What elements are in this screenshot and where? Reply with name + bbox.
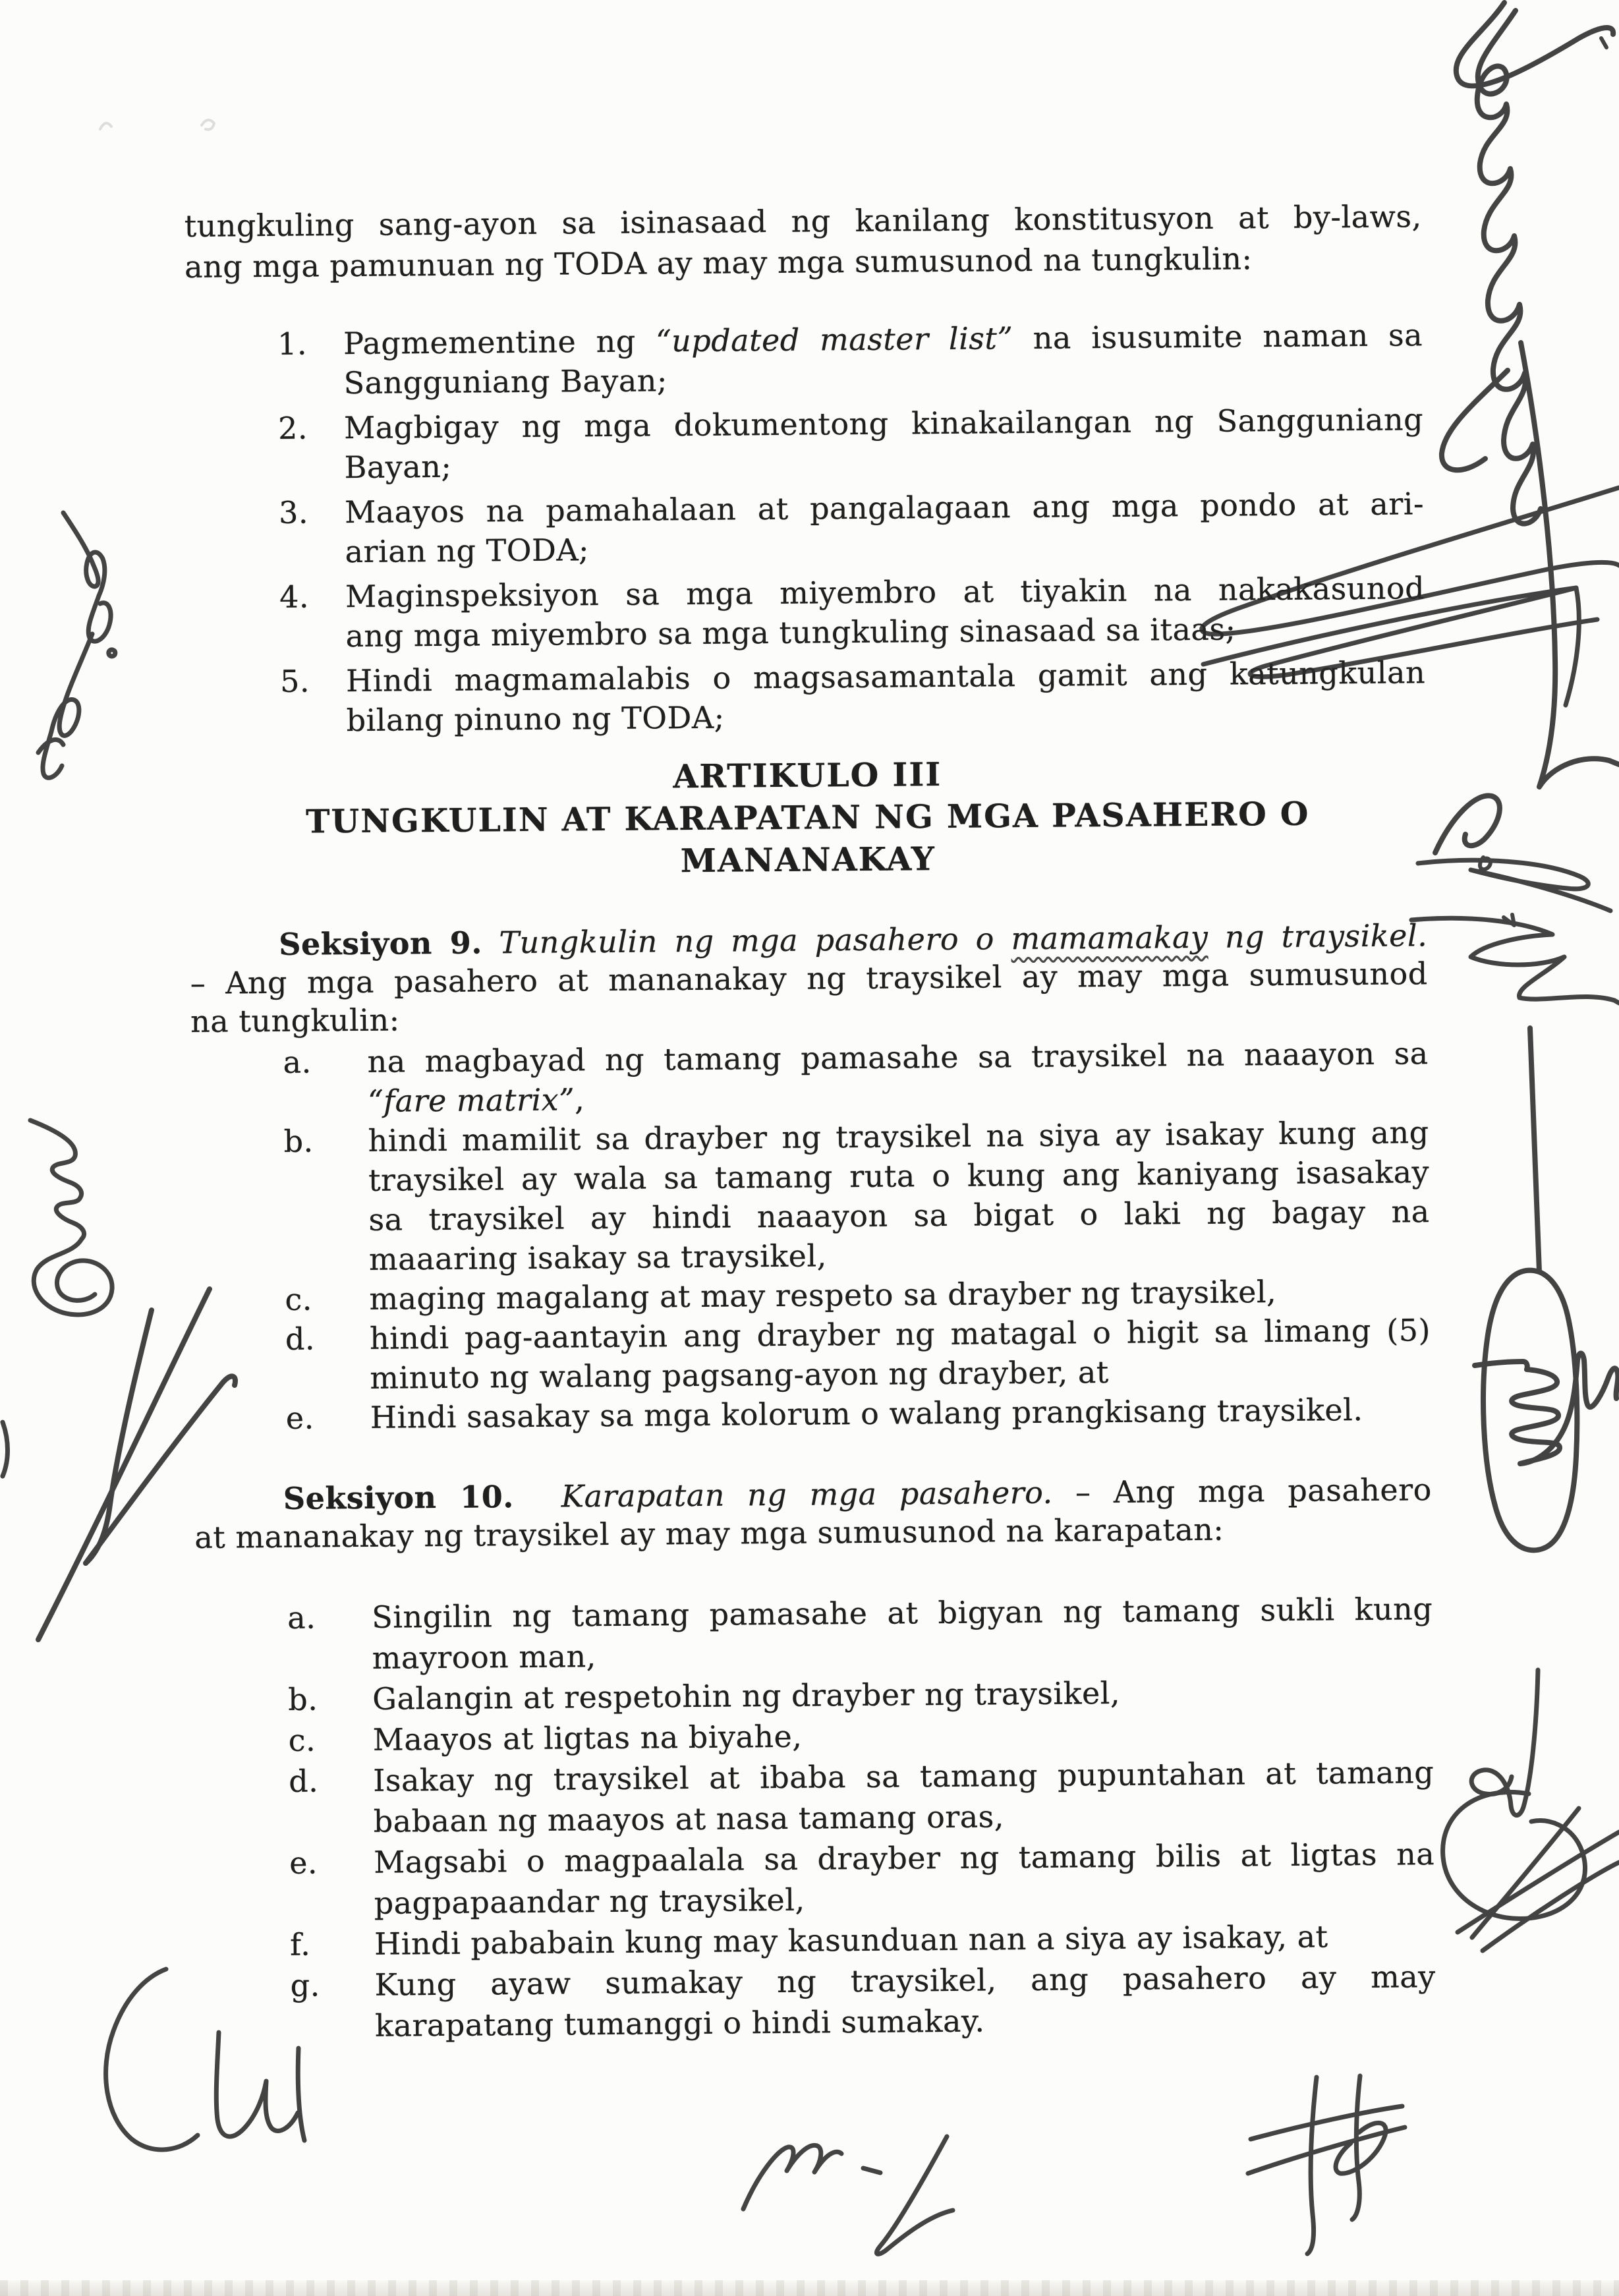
- list-line: minuto ng walang pagsang-ayon ng drayber, at: [370, 1354, 1109, 1396]
- list-marker: f.: [289, 1926, 311, 1963]
- star-scrawl-right-lower: [1443, 1670, 1619, 1951]
- list-item: [185, 315, 1423, 404]
- list-line: Hindi sasakay sa mga kolorum o walang prangkisang traysikel.: [370, 1391, 1363, 1435]
- list-line: Pagmementine ng “updated master list” na isusumite naman sa: [343, 317, 1423, 362]
- section-line: Seksiyon 9. Tungkulin ng mga pasahero o mamamakay ng traysikel.: [279, 917, 1428, 962]
- list-marker: e.: [285, 1400, 314, 1436]
- list-line: mayroon man,: [372, 1638, 596, 1676]
- list-line: Maayos at ligtas na biyahe,: [372, 1718, 803, 1758]
- list-line: na magbayad ng tamang pamasahe sa traysikel na naaayon sa: [367, 1035, 1429, 1079]
- list-marker: 4.: [279, 579, 310, 615]
- section-line: – Ang mga pasahero at mananakay ng traysikel ay may mga sumusunod: [190, 956, 1428, 1001]
- section-9-paragraph: [190, 916, 1428, 1041]
- list-marker: e.: [289, 1845, 318, 1881]
- list-line: Isakay ng traysikel at ibaba sa tamang pupuntahan at tamang: [373, 1754, 1434, 1798]
- list-line: arian ng TODA;: [345, 532, 590, 570]
- list-line: ang mga miyembro sa mga tungkuling sinasaad sa itaas;: [345, 611, 1236, 654]
- list-line: “fare matrix”,: [367, 1081, 585, 1119]
- list-item: [186, 399, 1424, 488]
- list-item: [191, 1112, 1430, 1280]
- list-item: [198, 1956, 1436, 2048]
- list-line: Hindi pababain kung may kasunduan nan a siya ay isakay, at: [374, 1918, 1328, 1962]
- underlined-word: mamamakay: [1011, 919, 1208, 957]
- list-marker: a.: [287, 1599, 316, 1636]
- list-marker: 2.: [277, 410, 308, 446]
- intro-paragraph: [184, 196, 1422, 287]
- paragraph-line: ang mga pamunuan ng TODA ay may mga sumusunod na tungkulin:: [184, 241, 1253, 285]
- list-marker: 1.: [277, 326, 308, 362]
- list-line: Singilin ng tamang pamasahe at bigyan ng tamang sukli kung: [372, 1591, 1433, 1635]
- section-label: Seksiyon 9.: [279, 925, 483, 962]
- heading-line: MANANAKAY: [680, 840, 936, 880]
- list-line: Maginspeksiyon sa mga miyembro at tiyakin na nakakasunod: [345, 570, 1425, 615]
- scribble-left-middle: [30, 1120, 112, 1315]
- paragraph-line: tungkuling sang-ayon sa isinasaad ng kanilang konstitusyon at by-laws,: [184, 198, 1422, 244]
- list-item: [193, 1310, 1431, 1399]
- list-item: [197, 1833, 1435, 1925]
- list-line: Magsabi o magpaalala sa drayber ng tamang bilis at ligtas na: [373, 1836, 1435, 1880]
- list-line: Hindi magmamalabis o magsasamantala gamit ang katungkulan: [345, 654, 1426, 699]
- list-item: [187, 568, 1425, 657]
- list-marker: c.: [285, 1281, 313, 1317]
- list-line: Galangin at respetohin ng drayber ng traysikel,: [372, 1675, 1121, 1717]
- list-item: [190, 1033, 1429, 1122]
- section-10-paragraph: [194, 1470, 1433, 1557]
- list-item: [188, 652, 1426, 741]
- list-item: [196, 1752, 1434, 1843]
- list-line: karapatang tumanggi o hindi sumakay.: [374, 2003, 985, 2044]
- list-line: Magbigay ng mga dokumentong kinakailangan ng Sangguniang: [343, 401, 1424, 446]
- scan-edge-artifact: [0, 2280, 1619, 2296]
- list-marker: a.: [283, 1044, 312, 1080]
- list-line: Sangguniang Bayan;: [343, 362, 668, 401]
- list-marker: 3.: [278, 494, 309, 531]
- list-line: maging magalang at may respeto sa drayber ng traysikel,: [369, 1274, 1277, 1317]
- article-heading: [188, 749, 1427, 886]
- document-text: [183, 0, 1438, 2296]
- list-marker: d.: [285, 1321, 316, 1357]
- section-line: Seksiyon 10. Karapatan ng mga pasahero. – Ang mga pasahero: [283, 1472, 1433, 1516]
- list-item: [186, 484, 1425, 573]
- list-marker: c.: [288, 1722, 316, 1758]
- coil-signature-right: [1475, 1028, 1618, 1550]
- numbered-list-toda-duties: [185, 315, 1426, 747]
- list-marker: b.: [288, 1681, 318, 1717]
- lettered-list-passenger-rights: [195, 1588, 1436, 2048]
- heading-line: TUNGKULIN AT KARAPATAN NG MGA PASAHERO O: [305, 794, 1310, 841]
- section-line: at mananakay ng traysikel ay may mga sumusunod na karapatan:: [194, 1511, 1224, 1555]
- list-line: pagpapaandar ng traysikel,: [374, 1881, 805, 1921]
- list-line: Kung ayaw sumakay ng traysikel, ang pasahero ay may: [374, 1959, 1436, 2003]
- list-item: [195, 1588, 1433, 1680]
- list-line: sa traysikel ay hindi naaayon sa bigat o laki ng bagay na: [368, 1193, 1430, 1238]
- list-line: hindi pag-aantayin ang drayber ng matagal o higit sa limang (5): [369, 1312, 1431, 1356]
- list-line: Maayos na pamahalaan at pangalagaan ang mga pondo at ari-: [344, 486, 1425, 531]
- signature-left-upper: [38, 513, 115, 778]
- lettered-list-passenger-duties: [190, 1033, 1431, 1439]
- zigzag-right-middle: [1411, 857, 1619, 1003]
- list-line: traysikel ay wala sa tamang ruta o kung ang kaniyang isasakay: [368, 1154, 1430, 1198]
- list-marker: g.: [290, 1967, 320, 2003]
- list-line: maaaring isakay sa traysikel,: [368, 1238, 827, 1277]
- list-line: Bayan;: [344, 448, 452, 486]
- list-line: hindi mamilit sa drayber ng traysikel na siya ay isakay kung ang: [368, 1114, 1429, 1159]
- list-marker: d.: [289, 1763, 319, 1799]
- heading-line: ARTIKULO III: [673, 755, 942, 796]
- typed-gap: [514, 1507, 561, 1508]
- section-label: Seksiyon 10.: [283, 1479, 514, 1516]
- list-marker: 5.: [279, 663, 310, 699]
- list-line: babaan ng maayos at nasa tamang oras,: [373, 1798, 1005, 1839]
- signature-top-right: [1435, 3, 1619, 853]
- section-line: na tungkulin:: [190, 1002, 400, 1039]
- list-line: bilang pinuno ng TODA;: [346, 699, 725, 739]
- list-marker: b.: [283, 1123, 314, 1159]
